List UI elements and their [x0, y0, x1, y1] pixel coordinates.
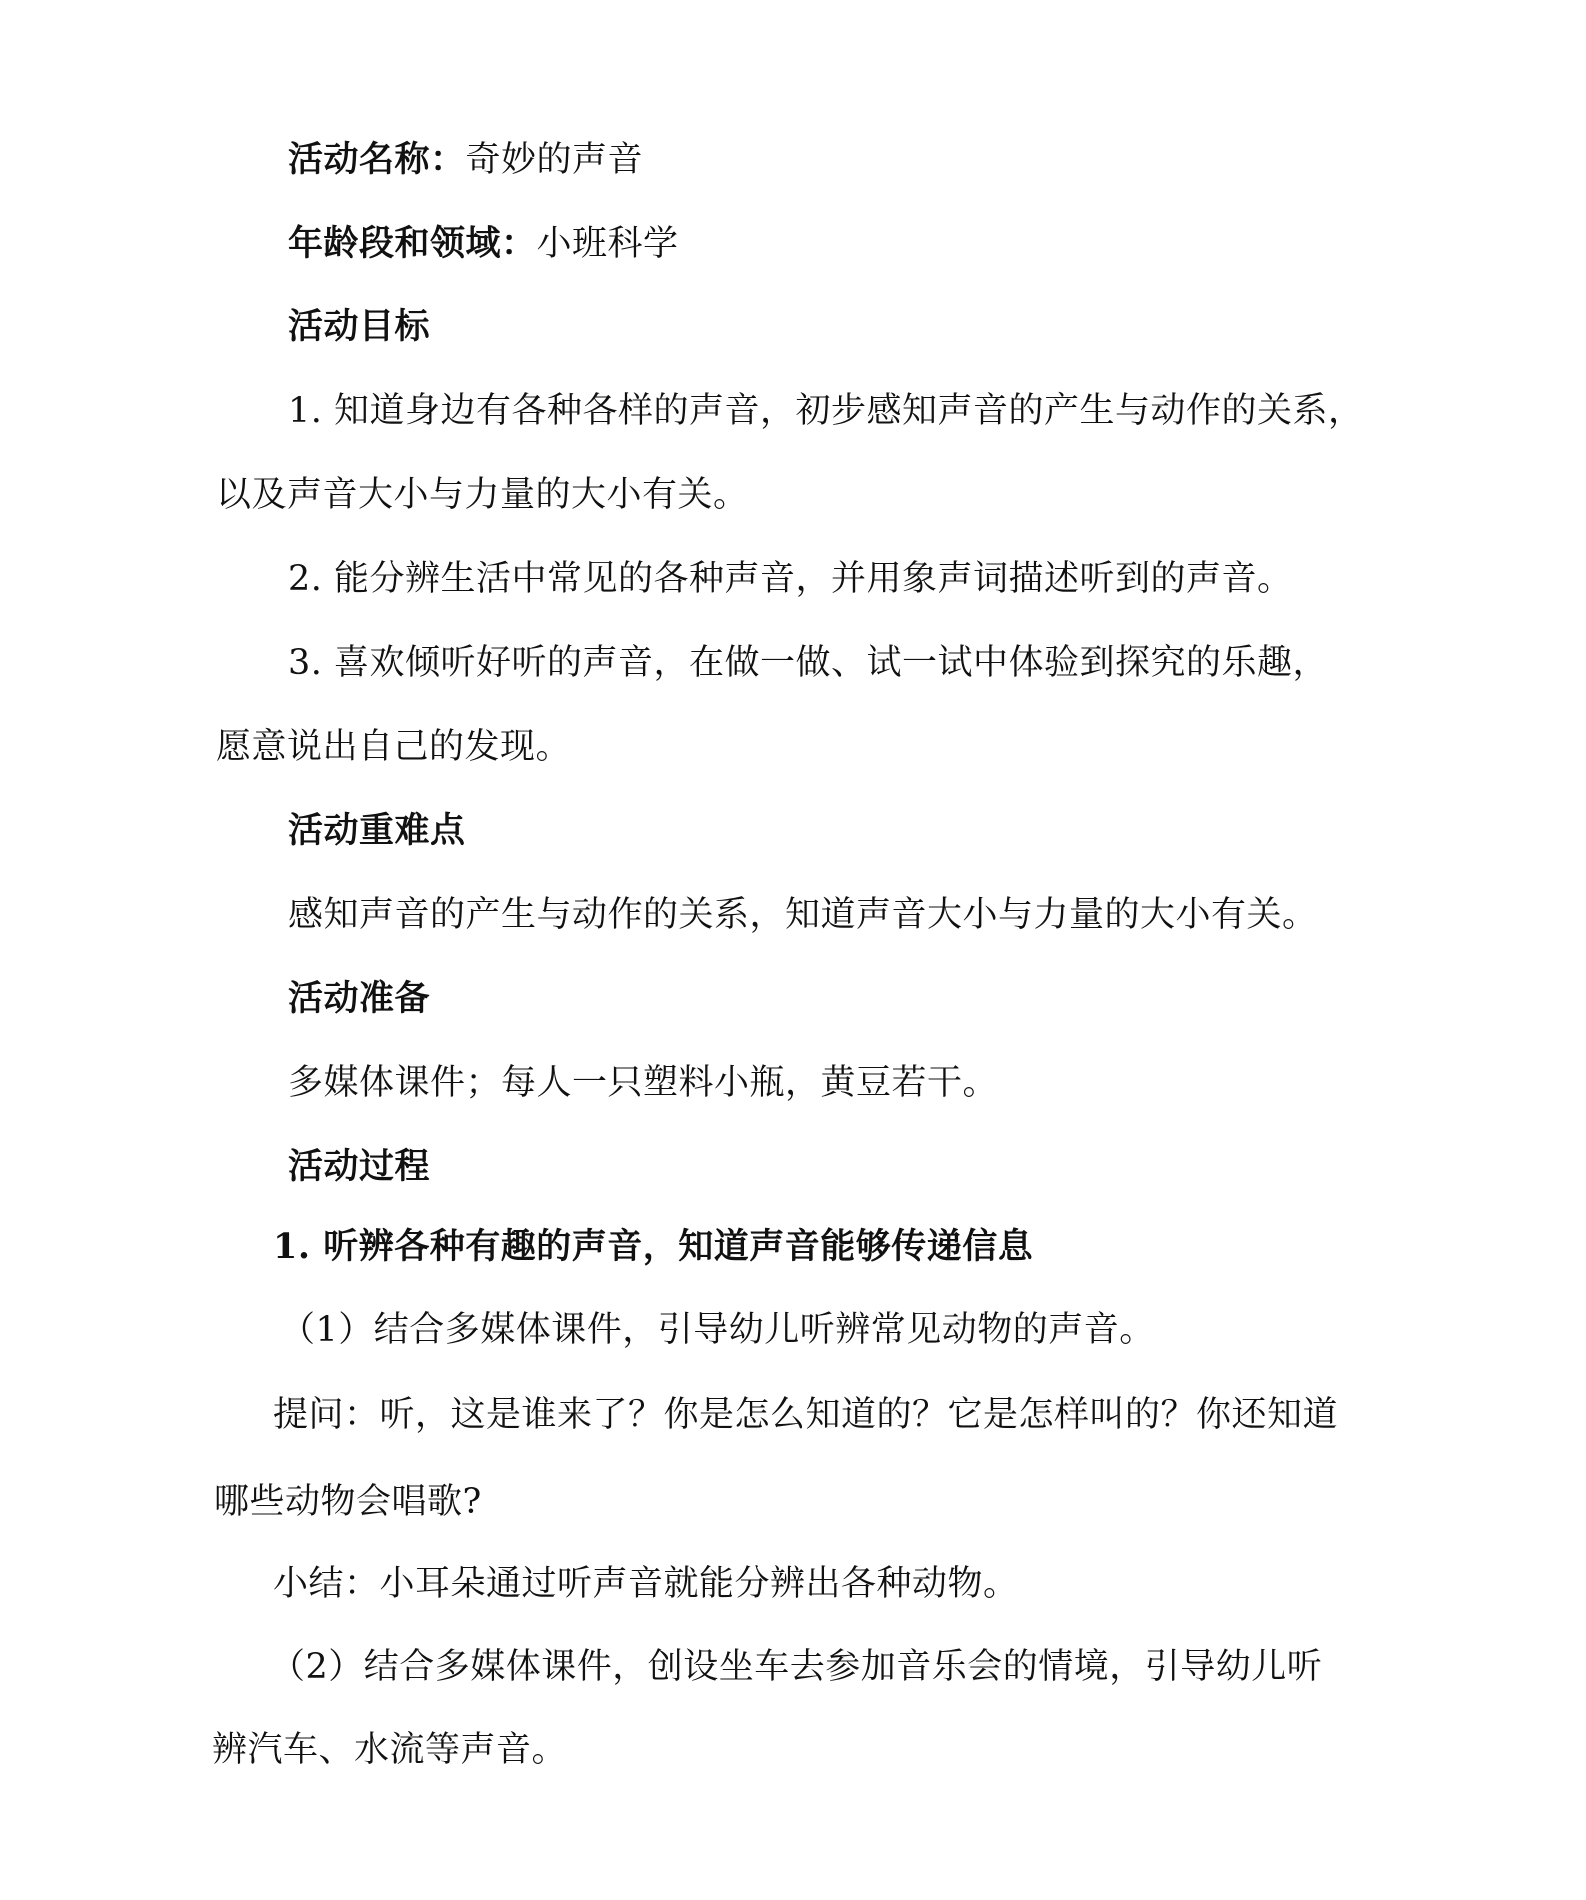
key-points-text: 感知声音的产生与动作的关系，知道声音大小与力量的大小有关。	[288, 895, 1318, 935]
preparation-heading: 活动准备	[288, 978, 431, 1019]
step-1-sub-1: （1）结合多媒体课件，引导幼儿听辨常见动物的声音。	[280, 1310, 1155, 1350]
question-line-1: 提问：听，这是谁来了？你是怎么知道的？它是怎样叫的？你还知道	[273, 1395, 1339, 1435]
activity-name-value: 奇妙的声音	[465, 140, 644, 180]
summary-text: 小结：小耳朵通过听声音就能分辨出各种动物。	[273, 1564, 1019, 1604]
goal-3-line-1: 3. 喜欢倾听好听的声音，在做一做、试一试中体验到探究的乐趣，	[288, 643, 1329, 683]
question-line-2: 哪些动物会唱歌?	[214, 1482, 482, 1522]
step-1-sub-2-line-1: （2）结合多媒体课件，创设坐车去参加音乐会的情境，引导幼儿听	[270, 1647, 1323, 1687]
activity-name-label: 活动名称：	[288, 139, 466, 180]
goals-heading: 活动目标	[288, 306, 431, 347]
goal-3-line-2: 愿意说出自己的发现。	[216, 727, 572, 767]
step-1-sub-2-line-2: 辨汽车、水流等声音。	[212, 1730, 568, 1770]
goal-2-line-1: 2. 能分辨生活中常见的各种声音，并用象声词描述听到的声音。	[288, 559, 1293, 599]
activity-name-row	[288, 140, 643, 180]
goal-1-line-2: 以及声音大小与力量的大小有关。	[216, 475, 749, 515]
age-domain-label: 年龄段和领域：	[288, 223, 537, 264]
age-domain-row	[288, 224, 679, 264]
age-domain-value: 小班科学	[536, 224, 679, 264]
preparation-text: 多媒体课件；每人一只塑料小瓶，黄豆若干。	[288, 1063, 999, 1103]
goal-1-line-1: 1. 知道身边有各种各样的声音，初步感知声音的产生与动作的关系，	[288, 391, 1364, 431]
process-heading: 活动过程	[288, 1146, 431, 1187]
key-points-heading: 活动重难点	[288, 810, 466, 851]
step-1-title: 1. 听辨各种有趣的声音，知道声音能够传递信息	[273, 1226, 1034, 1267]
